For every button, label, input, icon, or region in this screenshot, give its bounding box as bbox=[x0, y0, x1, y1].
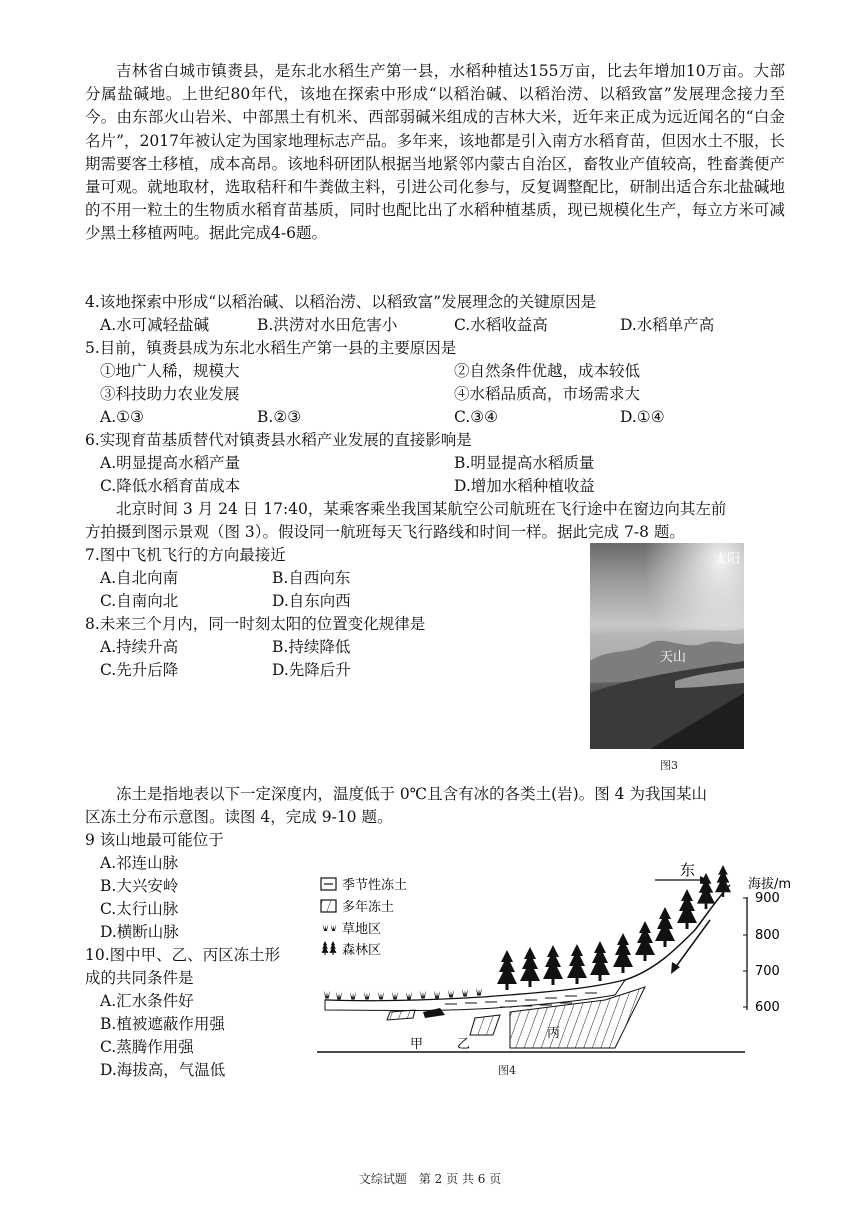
legend bbox=[321, 877, 407, 958]
zone-yi-label: 乙 bbox=[457, 1037, 471, 1052]
intro3-line2: 区冻土分布示意图。读图 4，完成 9-10 题。 bbox=[85, 808, 393, 826]
q4-option-b: B.洪涝对水田危害小 bbox=[257, 316, 398, 334]
east-label: 东 bbox=[680, 861, 696, 879]
grass-area bbox=[324, 988, 482, 1000]
q5-option-a: A.①③ bbox=[100, 408, 144, 426]
tick-600: 600 bbox=[755, 1000, 780, 1015]
q9-option-a: A.祁连山脉 bbox=[100, 854, 179, 872]
legend-permafrost-label: 多年冻土 bbox=[342, 900, 395, 915]
q5-option-b: B.②③ bbox=[257, 408, 302, 426]
q7-option-c: C.自南向北 bbox=[100, 592, 179, 610]
tick-700: 700 bbox=[755, 964, 780, 979]
page-footer: 文综试题 第 2 页 共 6 页 bbox=[358, 1172, 502, 1186]
q5-stem: 5.目前，镇赉县成为东北水稻生产第一县的主要原因是 bbox=[85, 339, 457, 357]
legend-seasonal-label: 季节性冻土 bbox=[342, 878, 408, 893]
q10-option-c: C.蒸腾作用强 bbox=[100, 1038, 194, 1056]
q8-option-a: A.持续升高 bbox=[100, 638, 179, 656]
q8-option-b: B.持续降低 bbox=[272, 638, 351, 656]
q5-statement-2: ②自然条件优越，成本较低 bbox=[454, 362, 641, 380]
q8-option-d: D.先降后升 bbox=[272, 661, 351, 679]
q5-statement-1: ①地广人稀，规模大 bbox=[100, 362, 240, 380]
figure3-caption: 图3 bbox=[660, 759, 678, 772]
legend-permafrost-swatch bbox=[321, 900, 336, 912]
q9-option-b: B.大兴安岭 bbox=[100, 877, 179, 895]
intro-paragraph: 吉林省白城市镇赉县，是东北水稻生产第一县，水稻种植达155万亩，比去年增加10万亩。大部分属盐碱地。上世纪80年代，该地在探索中形成“以稻治碱、以稻治涝、以稻致富”发展理念接力至今。由东部火山岩米、中部黑土有机米、西部弱碱米组成的吉林大米，近年来正成为远近闻名的“白金名片”，2017年被认定为国家地理标志产品。多年来，该地都是引入南方水稻育苗，但因水土不服，长期需要客土移植，成本高昂。该地科研团队根据当地紧邻内蒙古自治区，畜牧业产值较高，牲畜粪便产量可观。就地取材，选取秸秆和牛粪做主料，引进公司化参与，反复调整配比，研制出适合东北盐碱地的不用一粒土的生物质水稻育苗基质，同时也配比出了水稻种植基质，现已规模化生产，每立方米可减少黑土移植两吨。据此完成4-6题。 bbox=[85, 62, 785, 243]
q9-option-c: C.太行山脉 bbox=[100, 900, 179, 918]
q5-option-c: C.③④ bbox=[454, 408, 499, 426]
q4-option-d: D.水稻单产高 bbox=[620, 316, 715, 334]
q10-option-b: B.植被遮蔽作用强 bbox=[100, 1015, 225, 1033]
intro3-line1: 冻土是指地表以下一定深度内，温度低于 0℃且含有冰的各类土(岩)。图 4 为我国某山 bbox=[116, 785, 707, 803]
permafrost-jia bbox=[387, 1010, 415, 1020]
q4-option-a: A.水可减轻盐碱 bbox=[100, 316, 210, 334]
intro2-line2: 方拍摄到图示景观（图 3）。假设同一航班每天飞行路线和时间一样。据此完成 7-8 题。 bbox=[85, 523, 685, 541]
q8-option-c: C.先升后降 bbox=[100, 661, 179, 679]
q6-option-b: B.明显提高水稻质量 bbox=[454, 454, 595, 472]
q7-option-a: A.自北向南 bbox=[100, 569, 179, 587]
forest-area bbox=[497, 865, 731, 990]
q10-stem-line2: 成的共同条件是 bbox=[85, 969, 194, 987]
q7-option-b: B.自西向东 bbox=[272, 569, 351, 587]
zone-bing-label: 丙 bbox=[547, 1026, 561, 1041]
altitude-axis-label: 海拔/m bbox=[748, 877, 792, 892]
figure4-caption: 图4 bbox=[498, 1064, 516, 1077]
tianshan-label: 天山 bbox=[660, 650, 687, 665]
q6-option-d: D.增加水稻种植收益 bbox=[454, 477, 595, 495]
tick-800: 800 bbox=[755, 928, 780, 943]
legend-forest-label: 森林区 bbox=[342, 943, 382, 958]
q6-option-a: A.明显提高水稻产量 bbox=[100, 454, 241, 472]
q4-stem: 4.该地探索中形成“以稻治碱、以稻治涝、以稻致富”发展理念的关键原因是 bbox=[85, 293, 597, 311]
tick-900: 900 bbox=[755, 891, 780, 906]
q8-stem: 8.未来三个月内，同一时刻太阳的位置变化规律是 bbox=[85, 615, 426, 633]
intro2-line1: 北京时间 3 月 24 日 17:40，某乘客乘坐我国某航空公司航班在飞行途中在窗边向其左前 bbox=[116, 500, 727, 518]
q7-stem: 7.图中飞机飞行的方向最接近 bbox=[85, 546, 286, 564]
q6-option-c: C.降低水稻育苗成本 bbox=[100, 477, 241, 495]
legend-grass-label: 草地区 bbox=[342, 922, 382, 937]
legend-grass-icon bbox=[323, 924, 329, 931]
legend-forest-icon bbox=[322, 941, 329, 955]
q7-option-d: D.自东向西 bbox=[272, 592, 351, 610]
q5-statement-3: ③科技助力农业发展 bbox=[100, 385, 240, 403]
q10-option-a: A.汇水条件好 bbox=[100, 992, 194, 1010]
q5-statement-4: ④水稻品质高，市场需求大 bbox=[454, 385, 641, 403]
q6-stem: 6.实现育苗基质替代对镇赉县水稻产业发展的直接影响是 bbox=[85, 431, 472, 449]
zone-jia-label: 甲 bbox=[410, 1037, 424, 1052]
permafrost-yi bbox=[470, 1015, 500, 1035]
q9-stem: 9 该山地最可能位于 bbox=[85, 831, 224, 849]
q5-option-d: D.①④ bbox=[620, 408, 665, 426]
figure3-photo bbox=[590, 543, 744, 749]
q9-option-d: D.横断山脉 bbox=[100, 923, 179, 941]
sun-label: 太阳 bbox=[714, 552, 741, 567]
q10-option-d: D.海拔高，气温低 bbox=[100, 1061, 226, 1079]
q10-stem-line1: 10.图中甲、乙、丙区冻土形 bbox=[85, 946, 281, 964]
figure4-diagram bbox=[315, 850, 792, 1075]
q4-option-c: C.水稻收益高 bbox=[454, 316, 548, 334]
